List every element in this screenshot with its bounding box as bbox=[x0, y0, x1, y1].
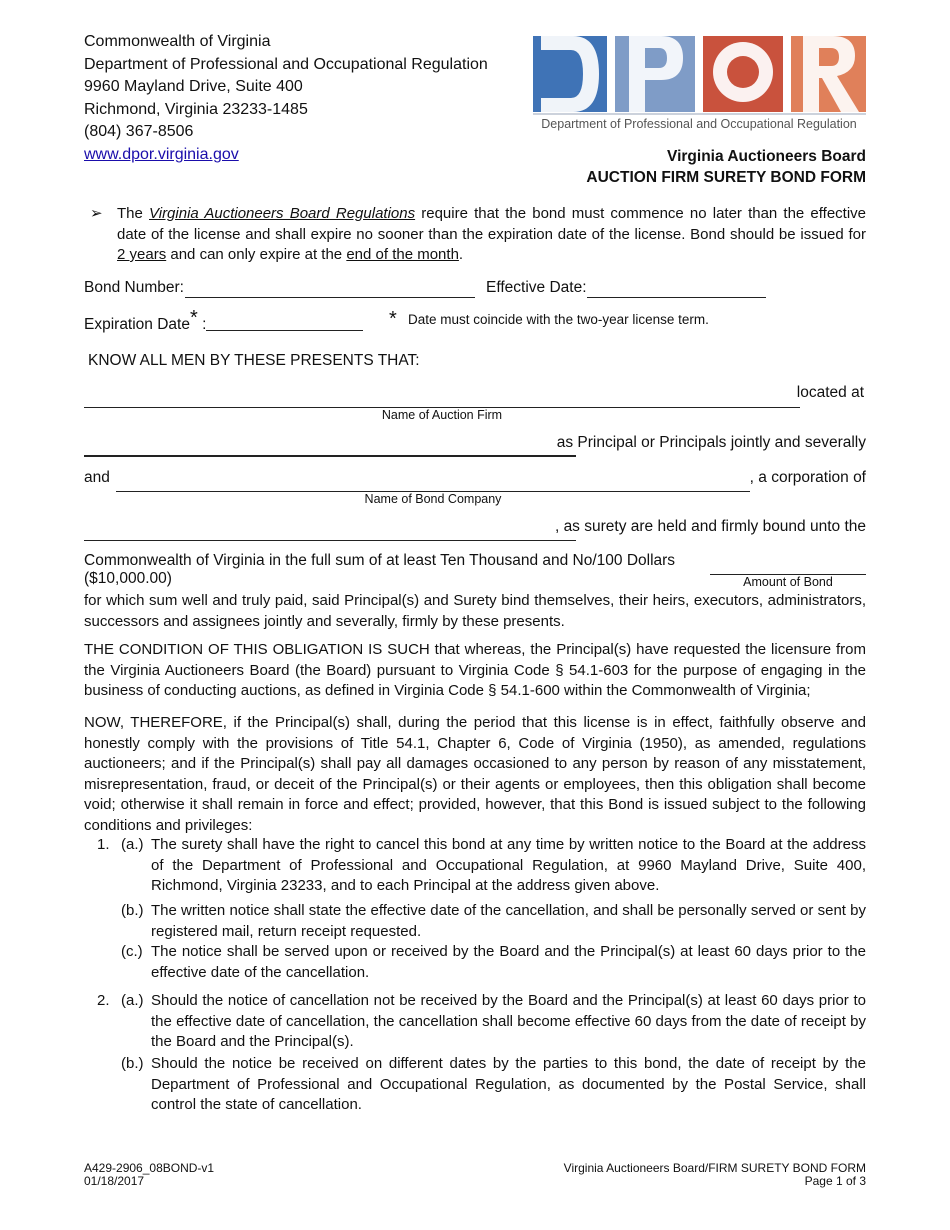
condition-2b: Should the notice be received on different dates by the parties to this bond, the date of receipt by the Department of Professional and Occupational Regulation, as documented by the Postal Service, shall control the state of cancellation. bbox=[151, 1055, 866, 1113]
website-link[interactable]: www.dpor.virginia.gov bbox=[84, 145, 239, 163]
list-letter: (b.) bbox=[121, 1055, 144, 1072]
arrow-bullet-icon: ➢ bbox=[90, 205, 103, 222]
list-letter: (a.) bbox=[121, 992, 144, 1009]
address-line: 9960 Mayland Drive, Suite 400 bbox=[84, 78, 303, 95]
expiration-date-field[interactable] bbox=[206, 330, 363, 331]
and-label: and bbox=[84, 469, 110, 486]
expiration-date-label: Expiration Date* : bbox=[84, 307, 207, 333]
state-of-incorporation-field[interactable] bbox=[84, 540, 576, 541]
list-number: 2. bbox=[97, 992, 110, 1009]
board-name: Virginia Auctioneers Board bbox=[667, 148, 866, 165]
effective-date-label: Effective Date: bbox=[486, 279, 587, 296]
form-date: 01/18/2017 bbox=[84, 1174, 145, 1188]
surety-text: , as surety are held and firmly bound unto the bbox=[554, 518, 866, 535]
bond-requirement-notice: ➢ The Virginia Auctioneers Board Regulations require that the bond must commence no later than the effective date of the license and shall expire no sooner than the expiration date of the license. Bond should be issued for 2 years and can only expire at the end of the month. bbox=[90, 205, 867, 263]
condition-1a: The surety shall have the right to cancel this bond at any time by written notice to the Board at the address of the Department of Professional and Occupational Regulation, at 9960 Mayland Drive, Suite 400, Richmond, Virginia 23233, and to each Principal at the address given above. bbox=[151, 836, 866, 894]
agency-address bbox=[84, 31, 488, 166]
regulations-reference: Virginia Auctioneers Board Regulations bbox=[149, 205, 416, 222]
now-therefore-paragraph: NOW, THEREFORE, if the Principal(s) shall, during the period that this license is in effect, faithfully observe and honestly comply with the provisions of Title 54.1, Chapter 6, Code of Virginia (1950), as amended, regulations auctioneers; and if the Principal(s) shall pay all damages occasioned to any person by reason of any misstatement, misrepresentation, fraud, or deceit of the Principal(s) or their agents or employees, then this obligation shall become void; otherwise it shall remain in force and effect; provided, however, that this Bond is issued subject to the following conditions and privileges: bbox=[84, 714, 866, 834]
principal-text: as Principal or Principals jointly and severally bbox=[556, 434, 866, 451]
footer-right bbox=[564, 1162, 866, 1188]
firm-address-field[interactable] bbox=[84, 455, 576, 457]
condition-paragraph: THE CONDITION OF THIS OBLIGATION IS SUCH that whereas, the Principal(s) have requested the licensure from the Virginia Auctioneers Board (the Board) pursuant to Virginia Code § 54.1-603 for the purpose of engaging in the business of conducting auctions, as defined in Virginia Code § 54.1-600 within the Commonwealth of Virginia; bbox=[84, 641, 866, 699]
list-number: 1. bbox=[97, 836, 110, 853]
address-line: Commonwealth of Virginia bbox=[84, 33, 271, 50]
logo-caption: Department of Professional and Occupational Regulation bbox=[541, 117, 857, 131]
bond-number-label: Bond Number: bbox=[84, 279, 184, 296]
located-at-label: located at bbox=[796, 384, 864, 401]
list-letter: (b.) bbox=[121, 902, 144, 919]
bond-company-caption: Name of Bond Company bbox=[364, 492, 502, 506]
condition-1b: The written notice shall state the effective date of the cancellation, and shall be personally served or sent by registered mail, return receipt requested. bbox=[151, 902, 866, 940]
form-title: AUCTION FIRM SURETY BOND FORM bbox=[586, 169, 866, 186]
effective-date-field[interactable] bbox=[587, 297, 766, 298]
sum-statement: Commonwealth of Virginia in the full sum of at least Ten Thousand and No/100 Dollars ($10,000.00) bbox=[84, 552, 676, 587]
bond-number-field[interactable] bbox=[185, 297, 475, 298]
know-all-men-heading: KNOW ALL MEN BY THESE PRESENTS THAT: bbox=[88, 352, 420, 369]
phone-number: (804) 367-8506 bbox=[84, 123, 194, 140]
binding-paragraph: for which sum well and truly paid, said Principal(s) and Surety bind themselves, their heirs, executors, administrators, successors and assignees jointly and severally, firmly by these presents. bbox=[84, 592, 866, 630]
corporation-of-label: , a corporation of bbox=[749, 469, 866, 486]
asterisk-marker: * bbox=[389, 308, 397, 330]
address-line: Department of Professional and Occupational Regulation bbox=[84, 55, 488, 73]
condition-1c: The notice shall be served upon or received by the Board and the Principal(s) at least 60 days prior to the effective date of the cancellation. bbox=[151, 943, 866, 981]
footer-left bbox=[84, 1162, 214, 1188]
amount-of-bond-caption: Amount of Bond bbox=[743, 575, 833, 589]
address-line: Richmond, Virginia 23233-1485 bbox=[84, 100, 308, 118]
form-title-block bbox=[586, 146, 866, 188]
footer-title: Virginia Auctioneers Board/FIRM SURETY BOND FORM bbox=[563, 1161, 866, 1175]
page-number: Page 1 of 3 bbox=[804, 1174, 866, 1188]
list-letter: (a.) bbox=[121, 836, 144, 853]
condition-2a: Should the notice of cancellation not be received by the Board and the Principal(s) at least 60 days prior to the effective date of cancellation, the cancellation shall become effective 60 days from the date of receipt by the Board and the Principal(s). bbox=[151, 992, 866, 1050]
form-id: A429-2906_08BOND-v1 bbox=[84, 1161, 215, 1175]
auction-firm-caption: Name of Auction Firm bbox=[381, 408, 503, 422]
list-letter: (c.) bbox=[121, 943, 143, 960]
date-note: Date must coincide with the two-year license term. bbox=[408, 312, 709, 327]
dpor-logo bbox=[533, 36, 866, 134]
